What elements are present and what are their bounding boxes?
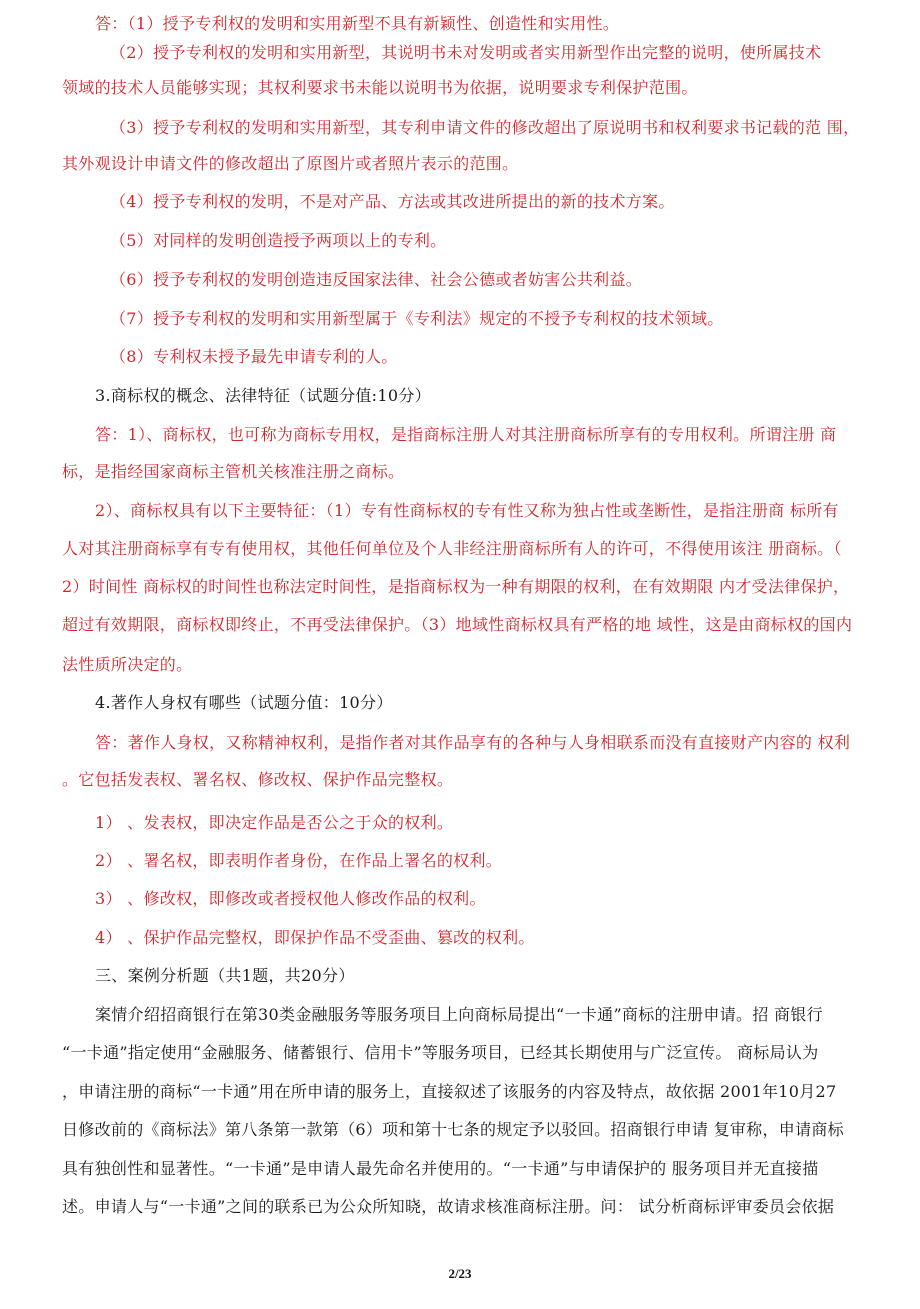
answer-4-line-2: 。它包括发表权、署名权、修改权、保护作品完整权。 bbox=[62, 770, 454, 789]
case-line-5: 具有独创性和显著性。“一卡通”是申请人最先命名并使用的。“一卡通”与申请保护的 服务项目并无直接描 bbox=[62, 1159, 819, 1178]
answer-2-item-4: （4）授予专利权的发明，不是对产品、方法或其改进所提出的新的技术方案。 bbox=[110, 192, 675, 211]
answer-4-item-4: 4） 、保护作品完整权，即保护作品不受歪曲、篡改的权利。 bbox=[95, 928, 535, 947]
case-line-1: 案情介绍招商银行在第30类金融服务等服务项目上向商标局提出“一卡通”商标的注册申请。招 商银行 bbox=[95, 1005, 823, 1024]
page-number: 2/23 bbox=[448, 1266, 472, 1281]
question-3-heading: 3.商标权的概念、法律特征（试题分值:10分） bbox=[95, 386, 431, 405]
case-line-6: 述。申请人与“一卡通”之间的联系已为公众所知晓，故请求核准商标注册。问： 试分析商标评审委员会依据 bbox=[62, 1197, 835, 1216]
answer-2-item-8: （8）专利权未授予最先申请专利的人。 bbox=[110, 347, 398, 366]
answer-4-item-3: 3） 、修改权，即修改或者授权他人修改作品的权利。 bbox=[95, 889, 486, 908]
answer-2-item-1: 答：（1）授予专利权的发明和实用新型不具有新颖性、创造性和实用性。 bbox=[95, 14, 620, 33]
answer-4-item-2: 2） 、署名权，即表明作者身份，在作品上署名的权利。 bbox=[95, 851, 503, 870]
case-line-4: 日修改前的《商标法》第八条第一款第（6）项和第十七条的规定予以驳回。招商银行申请 复审称，申请商标 bbox=[62, 1120, 844, 1139]
answer-2-item-3-line-1: （3）授予专利权的发明和实用新型，其专利申请文件的修改超出了原说明书和权利要求书记载的范 围， bbox=[110, 118, 860, 137]
answer-3-line-7: 法性质所决定的。 bbox=[62, 655, 193, 674]
section-3-heading: 三、案例分析题（共1题，共20分） bbox=[95, 966, 355, 985]
answer-3-line-2: 标，是指经国家商标主管机关核准注册之商标。 bbox=[62, 462, 405, 481]
answer-3-line-1: 答：1）、商标权，也可称为商标专用权，是指商标注册人对其注册商标所享有的专用权利。所谓注册 商 bbox=[95, 425, 837, 444]
answer-2-item-2-line-2: 领域的技术人员能够实现；其权利要求书未能以说明书为依据，说明要求专利保护范围。 bbox=[62, 78, 698, 97]
answer-4-item-1: 1） 、发表权，即决定作品是否公之于众的权利。 bbox=[95, 813, 454, 832]
answer-2-item-6: （6）授予专利权的发明创造违反国家法律、社会公德或者妨害公共利益。 bbox=[110, 270, 643, 289]
answer-2-item-5: （5）对同样的发明创造授予两项以上的专利。 bbox=[110, 231, 447, 250]
answer-2-item-2-line-1: （2）授予专利权的发明和实用新型，其说明书未对发明或者实用新型作出完整的说明，使所属技术 bbox=[110, 43, 822, 62]
answer-2-item-3-line-2: 其外观设计申请文件的修改超出了原图片或者照片表示的范围。 bbox=[62, 154, 519, 173]
answer-3-line-6: 超过有效期限，商标权即终止，不再受法律保护。（3）地域性商标权具有严格的地 域性，这是由商标权的国内 bbox=[62, 615, 853, 634]
question-4-heading: 4.著作人身权有哪些（试题分值：10分） bbox=[95, 693, 393, 712]
case-line-2: “一卡通”指定使用“金融服务、储蓄银行、信用卡”等服务项目，已经其长期使用与广泛宣传。 商标局认为 bbox=[62, 1043, 819, 1062]
answer-3-line-3: 2）、商标权具有以下主要特征：（1）专有性商标权的专有性又称为独占性或垄断性，是指注册商 标所有 bbox=[95, 501, 839, 520]
answer-2-item-7: （7）授予专利权的发明和实用新型属于《专利法》规定的不授予专利权的技术领域。 bbox=[110, 309, 724, 328]
answer-4-line-1: 答：著作人身权，又称精神权利，是指作者对其作品享有的各种与人身相联系而没有直接财产内容的 权利 bbox=[95, 733, 851, 752]
case-line-3: ，申请注册的商标“一卡通”用在所申请的服务上，直接叙述了该服务的内容及特点，故依据 2001年10月27 bbox=[62, 1082, 837, 1101]
answer-3-line-5: 2）时间性 商标权的时间性也称法定时间性，是指商标权为一种有期限的权利，在有效期限 内才受法律保护， bbox=[62, 577, 850, 596]
answer-3-line-4: 人对其注册商标享有专有使用权，其他任何单位及个人非经注册商标所有人的许可，不得使用该注 册商标。（ bbox=[62, 539, 842, 558]
